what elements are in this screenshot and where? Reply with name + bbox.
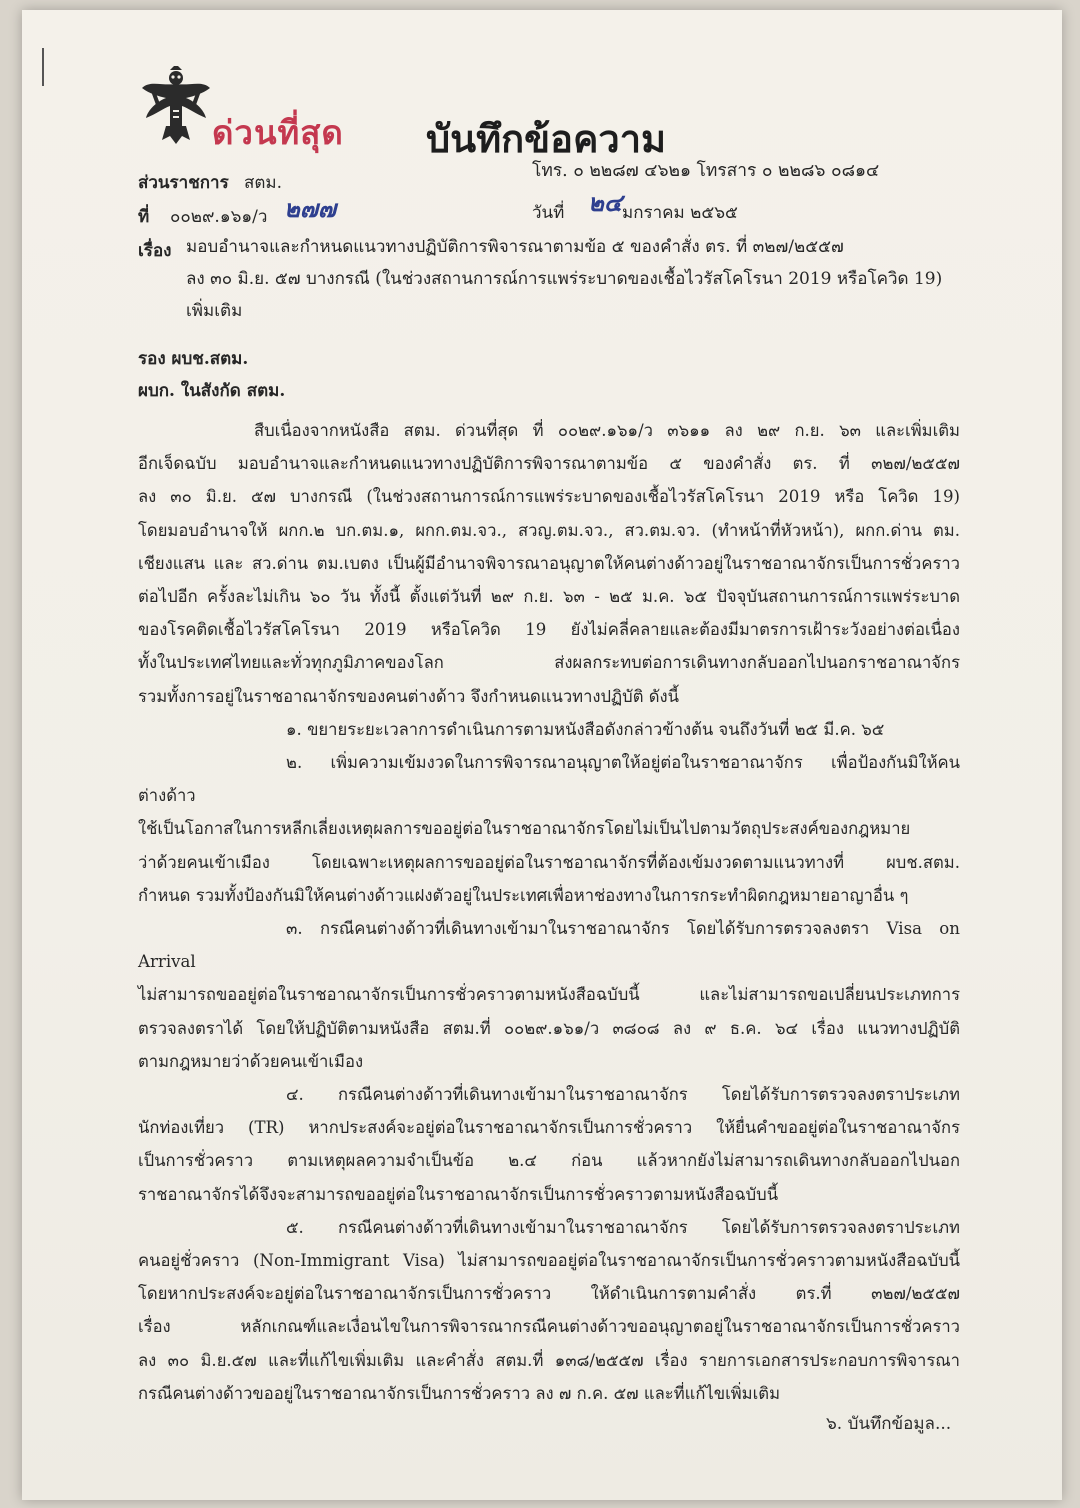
intro-line: สืบเนื่องจากหนังสือ สตม. ด่วนที่สุด ที่ ๐๐๒๙.๑๖๑/ว ๓๖๑๑ ลง ๒๙ ก.ย. ๖๓ และเพิ่มเติม [254, 421, 960, 440]
item-3-line: ๓. กรณีคนต่างด้าวที่เดินทางเข้ามาในราชอาณาจักร โดยได้รับการตรวจลงตรา Visa on Arrival [138, 919, 960, 972]
item-5-line: กรณีคนต่างด้าวขออยู่ในราชอาณาจักรเป็นการชั่วคราว ลง ๗ ก.ค. ๕๗ และที่แก้ไขเพิ่มเติม [138, 1383, 781, 1403]
intro-line: โดยมอบอำนาจให้ ผกก.๒ บก.ตม.๑, ผกก.ตม.จว., สวญ.ตม.จว., สว.ตม.จว. (ทำหน้าที่หัวหน้า), ผกก.ด่าน ตม. [138, 520, 960, 540]
item-5-line: คนอยู่ชั่วคราว (Non-Immigrant Visa) ไม่สามารถขออยู่ต่อในราชอาณาจักรเป็นการชั่วคราวตามหนังสือฉบับนี้ [138, 1251, 960, 1271]
subject-line-1: มอบอำนาจและกำหนดแนวทางปฏิบัติการพิจารณาตามข้อ ๕ ของคำสั่ง ตร. ที่ ๓๒๗/๒๕๕๗ [186, 237, 844, 257]
intro-line: อีกเจ็ดฉบับ มอบอำนาจและกำหนดแนวทางปฏิบัติการพิจารณาตามข้อ ๕ ของคำสั่ง ตร. ที่ ๓๒๗/๒๕๕๗ [138, 454, 960, 474]
item-3-line: ตามกฎหมายว่าด้วยคนเข้าเมือง [138, 1051, 364, 1071]
intro-line: เชียงแสน และ สว.ด่าน ตม.เบตง เป็นผู้มีอำนาจพิจารณาอนุญาตให้คนต่างด้าวอยู่ในราชอาณาจักรเป็นการชั่วคราว [138, 553, 960, 573]
urgency-stamp: ด่วนที่สุด [212, 113, 344, 152]
item-5-line: ลง ๓๐ มิ.ย.๕๗ และที่แก้ไขเพิ่มเติม และคำสั่ง สตม.ที่ ๑๓๘/๒๕๕๗ เรื่อง รายการเอกสารประกอบการพิจารณา [138, 1350, 960, 1370]
dept-value: สตม. [244, 173, 283, 193]
subject-line-3: เพิ่มเติม [186, 301, 243, 321]
date-label: วันที่ [532, 203, 565, 223]
continuation-note: ๖. บันทึกข้อมูล... [826, 1414, 952, 1434]
recipient-2: ผบก. ในสังกัด สตม. [138, 381, 286, 401]
item-2-line: ใช้เป็นโอกาสในการหลีกเลี่ยงเหตุผลการขออยู่ต่อในราชอาณาจักรโดยไม่เป็นไปตามวัตถุประสงค์ของกฎหมาย [138, 819, 911, 839]
item-4-line: ราชอาณาจักรได้จึงจะสามารถขออยู่ต่อในราชอาณาจักรเป็นการชั่วคราวตามหนังสือฉบับนี้ [138, 1184, 779, 1204]
intro-line: ต่อไปอีก ครั้งละไม่เกิน ๖๐ วัน ทั้งนี้ ตั้งแต่วันที่ ๒๙ ก.ย. ๖๓ - ๒๕ ม.ค. ๖๕ ปัจจุบันสถานการณ์การแพร่ระบาด [138, 587, 960, 607]
recipient-1: รอง ผบช.สตม. [138, 349, 249, 369]
phone-fax: โทร. ๐ ๒๒๘๗ ๔๖๒๑ โทรสาร ๐ ๒๒๘๖ ๐๘๑๔ [532, 161, 880, 181]
item-4-line: เป็นการชั่วคราว ตามเหตุผลความจำเป็นข้อ ๒.๔ ก่อน แล้วหากยังไม่สามารถเดินทางกลับออกไปนอก [138, 1151, 960, 1171]
date-rest: มกราคม ๒๕๖๕ [622, 203, 738, 223]
edge-mark [42, 48, 47, 86]
item-3-line: ไม่สามารถขออยู่ต่อในราชอาณาจักรเป็นการชั่วคราวตามหนังสือฉบับนี้ และไม่สามารถขอเปลี่ยนประเภทการ [138, 985, 960, 1005]
ref-value: ๐๐๒๙.๑๖๑/ว [170, 207, 268, 227]
item-2-line: กำหนด รวมทั้งป้องกันมิให้คนต่างด้าวแฝงตัวอยู่ในประเทศเพื่อหาช่องทางในการกระทำผิดกฎหมายอาญาอื่น ๆ [138, 885, 909, 905]
memo-page [22, 10, 1062, 1500]
ref-handwritten: ๒๗๗ [284, 194, 336, 223]
item-2-line: ๒. เพิ่มความเข้มงวดในการพิจารณาอนุญาตให้อยู่ต่อในราชอาณาจักร เพื่อป้องกันมิให้คนต่างด้าว [138, 753, 960, 806]
intro-line: ทั้งในประเทศไทยและทั่วทุกภูมิภาคของโลก ส่งผลกระทบต่อการเดินทางกลับออกไปนอกราชอาณาจักร [138, 653, 960, 673]
item-1-line: ๑. ขยายระยะเวลาการดำเนินการตามหนังสือดังกล่าวข้างต้น จนถึงวันที่ ๒๕ มี.ค. ๖๕ [286, 719, 885, 739]
ref-label: ที่ [138, 207, 150, 227]
item-5-line: โดยหากประสงค์จะอยู่ต่อในราชอาณาจักรเป็นการชั่วคราว ให้ดำเนินการตามคำสั่ง ตร.ที่ ๓๒๗/๒๕๕๗ [138, 1284, 960, 1304]
item-4-line: ๔. กรณีคนต่างด้าวที่เดินทางเข้ามาในราชอาณาจักร โดยได้รับการตรวจลงตราประเภท [286, 1085, 960, 1105]
memo-title: บันทึกข้อความ [426, 116, 667, 161]
intro-line: รวมทั้งการอยู่ในราชอาณาจักรของคนต่างด้าว จึงกำหนดแนวทางปฏิบัติ ดังนี้ [138, 686, 679, 706]
subject-label: เรื่อง [138, 241, 172, 261]
date-handwritten: ๒๔ [588, 188, 622, 217]
garuda-emblem-icon [140, 66, 212, 148]
subject-line-2: ลง ๓๐ มิ.ย. ๕๗ บางกรณี (ในช่วงสถานการณ์การแพร่ระบาดของเชื้อไวรัสโคโรนา 2019 หรือโควิด 19) [186, 269, 943, 289]
item-5-line: ๕. กรณีคนต่างด้าวที่เดินทางเข้ามาในราชอาณาจักร โดยได้รับการตรวจลงตราประเภท [286, 1217, 960, 1237]
intro-line: ลง ๓๐ มิ.ย. ๕๗ บางกรณี (ในช่วงสถานการณ์การแพร่ระบาดของเชื้อไวรัสโคโรนา 2019 หรือ โควิด 19) [138, 487, 960, 507]
intro-line: ของโรคติดเชื้อไวรัสโคโรนา 2019 หรือโควิด 19 ยังไม่คลี่คลายและต้องมีมาตรการเฝ้าระวังอย่างต่อเนื่อง [138, 620, 960, 640]
dept-label: ส่วนราชการ [138, 173, 229, 193]
item-2-line: ว่าด้วยคนเข้าเมือง โดยเฉพาะเหตุผลการขออยู่ต่อในราชอาณาจักรที่ต้องเข้มงวดตามแนวทางที่ ผบช.สตม. [138, 852, 960, 872]
item-5-line: เรื่อง หลักเกณฑ์และเงื่อนไขในการพิจารณากรณีคนต่างด้าวขออนุญาตอยู่ในราชอาณาจักรเป็นการชั่วคราว [138, 1317, 960, 1337]
item-3-line: ตรวจลงตราได้ โดยให้ปฏิบัติตามหนังสือ สตม.ที่ ๐๐๒๙.๑๖๑/ว ๓๘๐๘ ลง ๙ ธ.ค. ๖๔ เรื่อง แนวทางปฏิบัติ [138, 1018, 960, 1038]
item-4-line: นักท่องเที่ยว (TR) หากประสงค์จะอยู่ต่อในราชอาณาจักรเป็นการชั่วคราว ให้ยื่นคำขออยู่ต่อในราชอาณาจักร [138, 1118, 960, 1138]
memo-body [138, 414, 960, 1410]
